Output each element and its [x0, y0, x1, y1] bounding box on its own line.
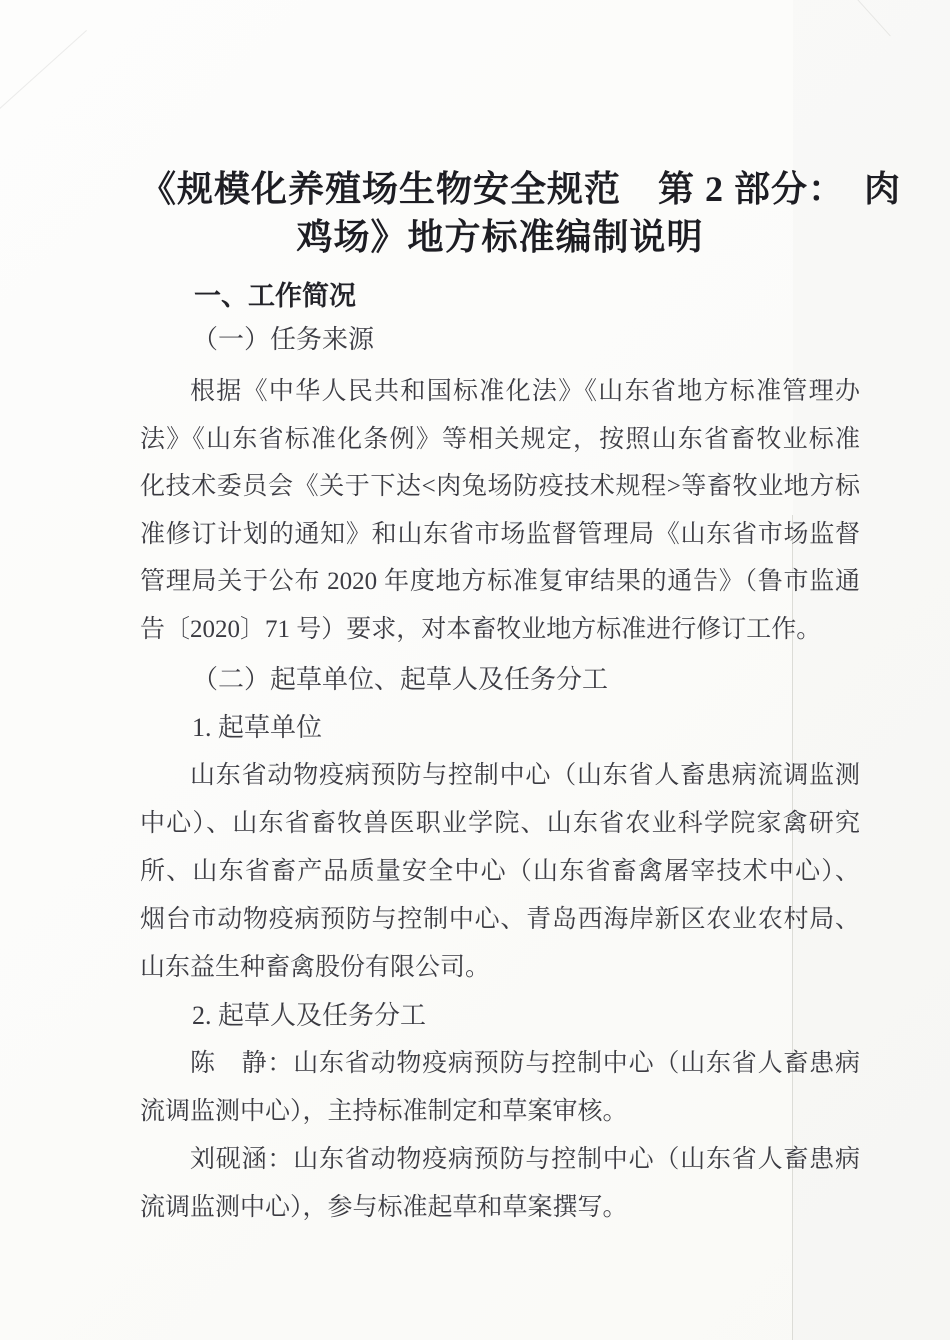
paragraph-line: 刘砚涵：山东省动物疫病预防与控制中心（山东省人畜患病	[190, 1146, 860, 1173]
document-content	[140, 0, 902, 1340]
paragraph-drafter-liu-yanhan	[140, 1136, 860, 1232]
paragraph-line: 根据《中华人民共和国标准化法》《山东省地方标准管理办	[190, 378, 860, 405]
document-title	[140, 165, 902, 261]
paragraph-task-source	[140, 368, 860, 654]
paragraph-line: 化技术委员会《关于下达<肉兔场防疫技术规程>等畜牧业地方标	[140, 473, 860, 501]
subsection-heading-drafters: 2. 起草人及任务分工	[192, 1001, 427, 1030]
title-line-1: 《规模化养殖场生物安全规范 第 2 部分： 肉	[140, 169, 902, 209]
paragraph-line: 流调监测中心），参与标准起草和草案撰写。	[140, 1194, 628, 1221]
paragraph-line: 陈 静：山东省动物疫病预防与控制中心（山东省人畜患病	[190, 1050, 860, 1077]
paragraph-line: 流调监测中心），主持标准制定和草案审核。	[140, 1098, 628, 1125]
paragraph-line: 烟台市动物疫病预防与控制中心、青岛西海岸新区农业农村局、	[140, 906, 860, 933]
paragraph-drafting-units	[140, 752, 860, 992]
paragraph-line: 法》《山东省标准化条例》等相关规定，按照山东省畜牧业标准	[140, 425, 860, 453]
paragraph-drafter-chen-jing	[140, 1040, 860, 1136]
paragraph-line: 山东省动物疫病预防与控制中心（山东省人畜患病流调监测	[190, 762, 860, 789]
scan-edge-top-left	[0, 30, 87, 111]
subsection-heading-drafting-unit-list: 1. 起草单位	[192, 713, 323, 742]
paragraph-line: 管理局关于公布 2020 年度地方标准复审结果的通告》（鲁市监通	[140, 568, 860, 596]
paragraph-line: 所、山东省畜产品质量安全中心（山东省畜禽屠宰技术中心）、	[140, 858, 860, 885]
paragraph-line: 中心）、山东省畜牧兽医职业学院、山东省农业科学院家禽研究	[140, 810, 860, 837]
title-line-2: 鸡场》地方标准编制说明	[296, 217, 704, 257]
paragraph-line: 山东益生种畜禽股份有限公司。	[140, 954, 491, 981]
section-heading-work-overview: 一、工作简况	[194, 281, 356, 311]
subsection-heading-task-source: （一）任务来源	[192, 325, 375, 354]
paragraph-line: 准修订计划的通知》和山东省市场监督管理局《山东省市场监督	[140, 520, 860, 548]
paragraph-line: 告〔2020〕71 号）要求，对本畜牧业地方标准进行修订工作。	[140, 615, 822, 643]
subsection-heading-drafting-units: （二）起草单位、起草人及任务分工	[192, 665, 609, 694]
